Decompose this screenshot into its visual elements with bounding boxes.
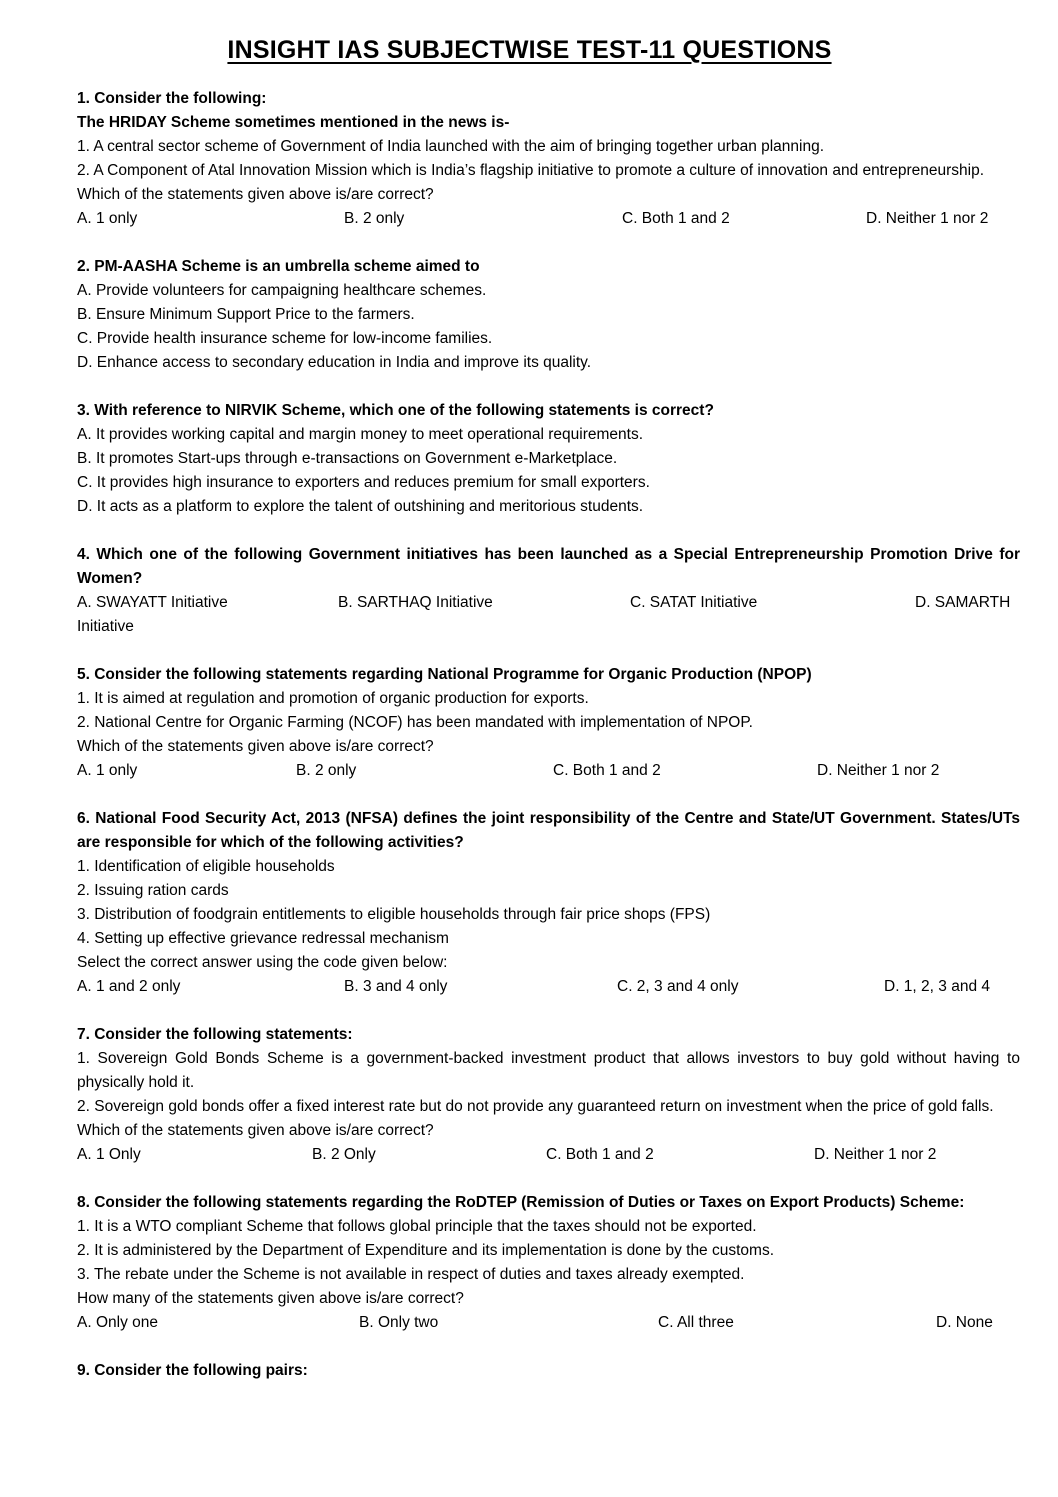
statement: Select the correct answer using the code given below:: [77, 954, 448, 971]
option-a: A. 1 only: [77, 210, 138, 227]
question-7: [77, 1023, 1020, 1167]
option-d: D. Enhance access to secondary education in India and improve its quality.: [77, 354, 592, 371]
question-stem: 2. PM-AASHA Scheme is an umbrella scheme aimed to: [77, 258, 480, 275]
question-stem: The HRIDAY Scheme sometimes mentioned in the news is-: [77, 114, 510, 131]
option-d: D. None: [936, 1314, 993, 1331]
option-c: C. SATAT Initiative: [630, 594, 758, 611]
question-stem: 5. Consider the following statements regarding National Programme for Organic Production (NPOP): [77, 666, 812, 683]
statement: Which of the statements given above is/are correct?: [77, 1122, 434, 1139]
question-stem: 7. Consider the following statements:: [77, 1026, 353, 1043]
options-row: [77, 1143, 1020, 1167]
question-stem: 6. National Food Security Act, 2013 (NFSA) defines the joint responsibility of the Centre and State/UT Government. States/UTs are responsible for which of the following activities?: [77, 810, 1020, 851]
option-d-continued: Initiative: [77, 618, 134, 635]
statement: 1. It is a WTO compliant Scheme that follows global principle that the taxes should not be exported.: [77, 1218, 757, 1235]
options-row: [77, 759, 1020, 783]
option-d: D. 1, 2, 3 and 4: [884, 978, 990, 995]
question-5: [77, 663, 1020, 783]
statement: 2. Issuing ration cards: [77, 882, 229, 899]
statement: 1. It is aimed at regulation and promotion of organic production for exports.: [77, 690, 589, 707]
option-a: A. Only one: [77, 1314, 158, 1331]
option-c: C. Both 1 and 2: [553, 762, 661, 779]
options-row: [77, 591, 1020, 639]
statement: 3. The rebate under the Scheme is not available in respect of duties and taxes already exempted.: [77, 1266, 745, 1283]
option-a: A. 1 Only: [77, 1146, 141, 1163]
option-b: B. Ensure Minimum Support Price to the farmers.: [77, 306, 415, 323]
statement: 2. Sovereign gold bonds offer a fixed interest rate but do not provide any guaranteed return on investment when the price of gold falls.: [77, 1098, 994, 1115]
option-a: A. It provides working capital and margin money to meet operational requirements.: [77, 426, 644, 443]
option-c: C. Both 1 and 2: [546, 1146, 654, 1163]
statement: Which of the statements given above is/are correct?: [77, 738, 434, 755]
option-a: A. Provide volunteers for campaigning healthcare schemes.: [77, 282, 487, 299]
option-b: B. 2 only: [296, 762, 357, 779]
option-b: B. 2 Only: [312, 1146, 376, 1163]
page-title: INSIGHT IAS SUBJECTWISE TEST-11 QUESTIONS: [227, 36, 832, 64]
question-8: [77, 1191, 1020, 1335]
question-9: [77, 1359, 1020, 1383]
question-stem: 1. Consider the following:: [77, 90, 267, 107]
option-a: A. SWAYATT Initiative: [77, 594, 228, 611]
question-2: [77, 255, 1020, 375]
statement: 2. A Component of Atal Innovation Mission which is India’s flagship initiative to promote a culture of innovation and entrepreneurship.: [77, 162, 985, 179]
statement: 2. National Centre for Organic Farming (NCOF) has been mandated with implementation of NPOP.: [77, 714, 753, 731]
option-c: C. It provides high insurance to exporters and reduces premium for small exporters.: [77, 474, 650, 491]
statement: 1. Identification of eligible households: [77, 858, 335, 875]
option-b: B. It promotes Start-ups through e-transactions on Government e-Marketplace.: [77, 450, 618, 467]
statement: 3. Distribution of foodgrain entitlements to eligible households through fair price shops (FPS): [77, 906, 711, 923]
option-c: C. All three: [658, 1314, 734, 1331]
question-4: [77, 543, 1020, 639]
option-d: D. SAMARTH: [915, 594, 1011, 611]
statement: Which of the statements given above is/are correct?: [77, 186, 434, 203]
question-3: [77, 399, 1020, 519]
option-b: B. SARTHAQ Initiative: [338, 594, 493, 611]
statement: 2. It is administered by the Department of Expenditure and its implementation is done by the customs.: [77, 1242, 775, 1259]
statement: 4. Setting up effective grievance redressal mechanism: [77, 930, 449, 947]
option-c: C. 2, 3 and 4 only: [617, 978, 739, 995]
option-c: C. Both 1 and 2: [622, 210, 730, 227]
question-1: [77, 87, 1020, 231]
option-d: D. Neither 1 nor 2: [817, 762, 940, 779]
question-6: [77, 807, 1020, 999]
question-stem: 4. Which one of the following Government initiatives has been launched as a Special Entrepreneurship Promotion Drive for Women?: [77, 546, 1020, 587]
options-row: [77, 975, 1020, 999]
option-c: C. Provide health insurance scheme for low-income families.: [77, 330, 493, 347]
option-b: B. 2 only: [344, 210, 405, 227]
option-d: D. It acts as a platform to explore the talent of outshining and meritorious students.: [77, 498, 644, 515]
question-stem: 8. Consider the following statements regarding the RoDTEP (Remission of Duties or Taxes on Export Products) Scheme:: [77, 1194, 965, 1211]
option-d: D. Neither 1 nor 2: [866, 210, 989, 227]
statement: 1. Sovereign Gold Bonds Scheme is a government-backed investment product that allows investors to buy gold without having to physically hold it.: [77, 1050, 1020, 1091]
option-d: D. Neither 1 nor 2: [814, 1146, 937, 1163]
option-a: A. 1 and 2 only: [77, 978, 181, 995]
statement: 1. A central sector scheme of Government of India launched with the aim of bringing together urban planning.: [77, 138, 825, 155]
option-b: B. 3 and 4 only: [344, 978, 448, 995]
question-stem: 3. With reference to NIRVIK Scheme, which one of the following statements is correct?: [77, 402, 714, 419]
option-a: A. 1 only: [77, 762, 138, 779]
options-row: [77, 1311, 1020, 1335]
question-stem: 9. Consider the following pairs:: [77, 1362, 308, 1379]
option-b: B. Only two: [359, 1314, 439, 1331]
statement: How many of the statements given above is/are correct?: [77, 1290, 464, 1307]
options-row: [77, 207, 1020, 231]
